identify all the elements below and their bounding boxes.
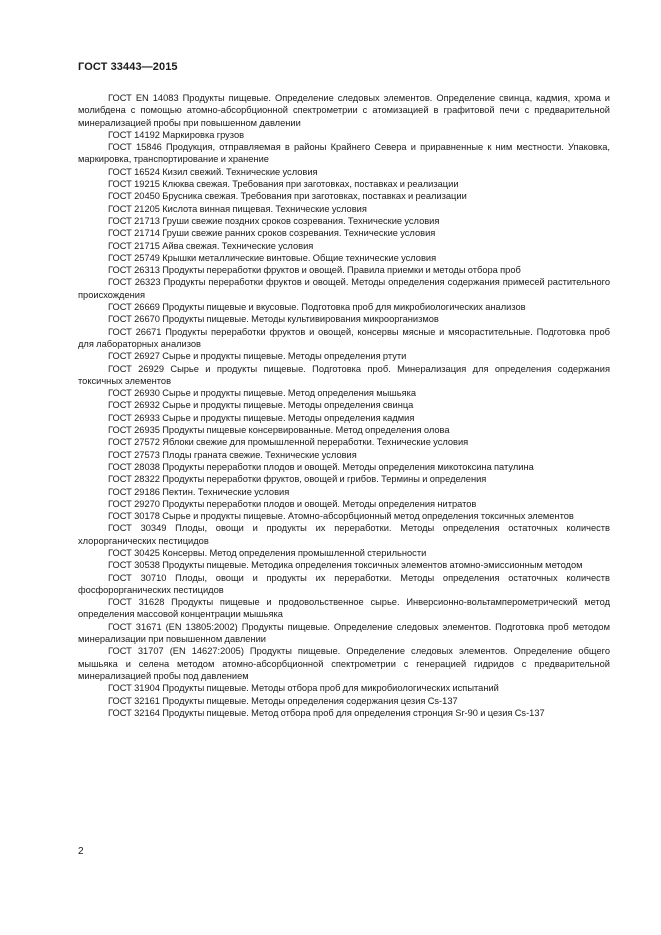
reference-item: ГОСТ 30538 Продукты пищевые. Методика определения токсичных элементов атомно-эмиссионным методом (108, 560, 583, 571)
reference-item: ГОСТ 21714 Груши свежие ранних сроков созревания. Технические условия (108, 228, 436, 239)
reference-item: ГОСТ 21715 Айва свежая. Технические условия (108, 240, 314, 251)
reference-item: ГОСТ 26933 Сырье и продукты пищевые. Методы определения кадмия (108, 412, 415, 423)
reference-item: ГОСТ 25749 Крышки металлические винтовые. Общие технические условия (108, 252, 437, 263)
reference-item: ГОСТ 15846 Продукция, отправляемая в районы Крайнего Севера и приравненные к ним местности. Упаковка, маркировка, транспортирование и хранение (78, 142, 610, 165)
reference-item: ГОСТ 26930 Сырье и продукты пищевые. Метод определения мышьяка (108, 388, 417, 399)
reference-item: ГОСТ 26671 Продукты переработки фруктов и овощей, консервы мясные и мясорастительные. Подготовка проб для лабораторных анализов (78, 326, 610, 349)
document-header: ГОСТ 33443—2015 (78, 61, 178, 73)
reference-item: ГОСТ 26935 Продукты пищевые консервированные. Метод определения олова (108, 425, 450, 436)
reference-item: ГОСТ 29186 Пектин. Технические условия (108, 486, 290, 497)
reference-item: ГОСТ 21713 Груши свежие поздних сроков созревания. Технические условия (108, 215, 440, 226)
reference-item: ГОСТ 29270 Продукты переработки плодов и овощей. Методы определения нитратов (108, 498, 477, 509)
reference-item: ГОСТ 16524 Кизил свежий. Технические условия (108, 166, 318, 177)
reference-item: ГОСТ 32161 Продукты пищевые. Методы определения содержания цезия Cs-137 (108, 695, 458, 706)
reference-item: ГОСТ 26669 Продукты пищевые и вкусовые. Подготовка проб для микробиологических анализов (108, 302, 526, 313)
reference-item: ГОСТ 28038 Продукты переработки плодов и овощей. Методы определения микотоксина патулина (108, 461, 534, 472)
reference-item: ГОСТ 30425 Консервы. Метод определения промышленной стерильности (108, 547, 427, 558)
reference-item: ГОСТ 26323 Продукты переработки фруктов и овощей. Методы определения содержания примесей растительного происхождения (78, 277, 610, 300)
reference-item: ГОСТ 31707 (EN 14627:2005) Продукты пищевые. Определение следовых элементов. Определение общего мышьяка и селена методом атомно-абсорбционной спектрометрии с генерацией гидридов с предварительной минерализацией пробы под давлением (78, 646, 610, 681)
reference-item: ГОСТ 27573 Плоды граната свежие. Технические условия (108, 449, 357, 460)
reference-item: ГОСТ 20450 Брусника свежая. Требования при заготовках, поставках и реализации (108, 191, 467, 202)
reference-item: ГОСТ 19215 Клюква свежая. Требования при заготовках, поставках и реализации (108, 179, 459, 190)
normative-references-list (78, 92, 610, 719)
reference-item: ГОСТ 26929 Сырье и продукты пищевые. Подготовка проб. Минерализация для определения содержания токсичных элементов (78, 363, 610, 386)
reference-item: ГОСТ 27572 Яблоки свежие для промышленной переработки. Технические условия (108, 437, 469, 448)
reference-item: ГОСТ 26670 Продукты пищевые. Методы культивирования микроорганизмов (108, 314, 439, 325)
reference-item: ГОСТ 31671 (EN 13805:2002) Продукты пищевые. Определение следовых элементов. Подготовка проб методом минерализации при повышенном давлении (78, 621, 610, 645)
reference-item: ГОСТ 30710 Плоды, овощи и продукты их переработки. Методы определения остаточных количеств фосфорорганических пестицидов (78, 572, 610, 595)
reference-item: ГОСТ 31628 Продукты пищевые и продовольственное сырье. Инверсионно-вольтамперометрический метод определения массовой концентрации мышьяка (78, 597, 610, 620)
reference-item: ГОСТ 30178 Сырье и продукты пищевые. Атомно-абсорбционный метод определения токсичных элементов (108, 511, 574, 522)
reference-item: ГОСТ 26932 Сырье и продукты пищевые. Методы определения свинца (108, 400, 414, 411)
reference-item: ГОСТ 31904 Продукты пищевые. Методы отбора проб для микробиологических испытаний (108, 683, 499, 694)
page-number: 2 (78, 846, 84, 857)
reference-item: ГОСТ EN 14083 Продукты пищевые. Определение следовых элементов. Определение свинца, кадмия, хрома и молибдена с помощью атомно-абсорбционной спектрометрии с атомизацией в графитовой печи с предварительной минерализацией пробы при повышенном давлении (78, 93, 610, 128)
reference-item: ГОСТ 28322 Продукты переработки фруктов, овощей и грибов. Термины и определения (108, 474, 487, 485)
reference-item: ГОСТ 14192 Маркировка грузов (108, 129, 245, 140)
reference-item: ГОСТ 30349 Плоды, овощи и продукты их переработки. Методы определения остаточных количеств хлорорганических пестицидов (78, 523, 610, 546)
reference-item: ГОСТ 32164 Продукты пищевые. Метод отбора проб для определения стронция Sr-90 и цезия Cs-137 (108, 707, 545, 718)
reference-item: ГОСТ 21205 Кислота винная пищевая. Технические условия (108, 203, 367, 214)
reference-item: ГОСТ 26927 Сырье и продукты пищевые. Методы определения ртути (108, 351, 407, 362)
reference-item: ГОСТ 26313 Продукты переработки фруктов и овощей. Правила приемки и методы отбора проб (108, 265, 521, 276)
